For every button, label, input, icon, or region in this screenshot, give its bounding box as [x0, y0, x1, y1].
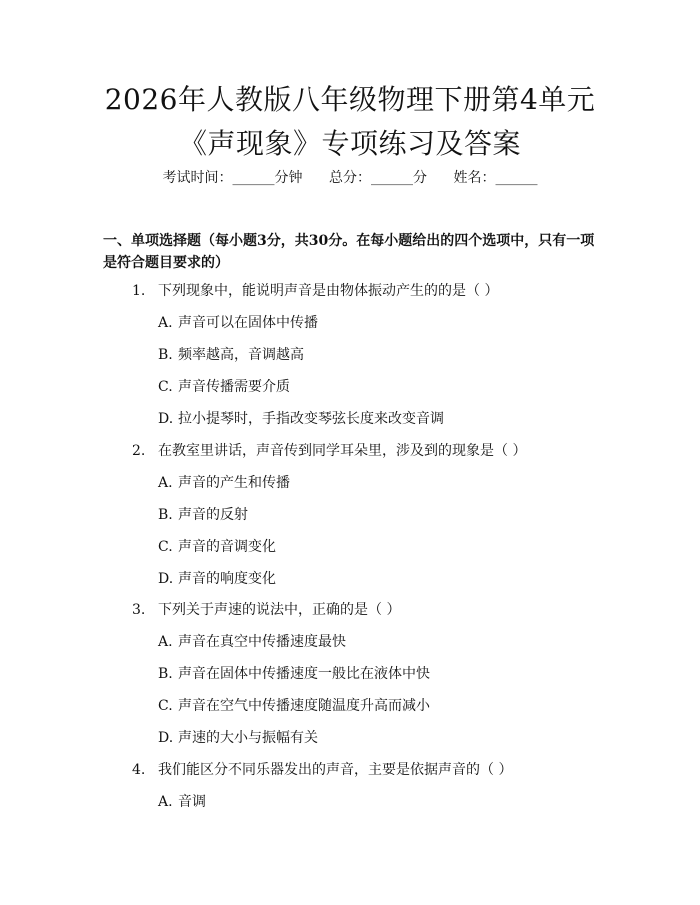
option-letter: C.: [158, 379, 173, 395]
student-name-field: 姓名：______: [453, 170, 538, 186]
option-1d: [158, 409, 444, 429]
option-text: 声音传播需要介质: [178, 379, 290, 395]
question-2: [132, 441, 526, 461]
option-letter: C.: [158, 698, 173, 714]
exam-time-field: 考试时间：______分钟: [162, 170, 303, 186]
section-heading: 一、单项选择题（每小题3分，共30分。在每小题给出的四个选项中，只有一项是符合题目要求的）: [103, 233, 595, 271]
question-text: 下列现象中，能说明声音是由物体振动产生的的是（ ）: [158, 283, 499, 299]
question-3: [132, 600, 400, 620]
option-text: 声音在空气中传播速度随温度升高而减小: [178, 698, 430, 714]
question-number: 2.: [132, 443, 146, 459]
option-text: 声音的产生和传播: [178, 475, 290, 491]
option-2d: [158, 569, 276, 589]
option-letter: A.: [158, 634, 173, 650]
question-text: 下列关于声速的说法中，正确的是（ ）: [158, 602, 401, 618]
option-3b: [158, 664, 430, 684]
question-number: 1.: [132, 283, 146, 299]
option-text: 拉小提琴时，手指改变琴弦长度来改变音调: [178, 411, 444, 427]
option-4a: [158, 792, 206, 812]
option-2a: [158, 473, 290, 493]
option-2c: [158, 537, 276, 557]
option-letter: C.: [158, 539, 173, 555]
option-1b: [158, 345, 304, 365]
option-text: 频率越高，音调越高: [178, 347, 304, 363]
option-text: 声音在固体中传播速度一般比在液体中快: [178, 666, 430, 682]
option-letter: D.: [158, 411, 174, 427]
option-3d: [158, 728, 318, 748]
exam-info: [0, 168, 700, 188]
option-letter: B.: [158, 347, 173, 363]
question-text: 我们能区分不同乐器发出的声音，主要是依据声音的（ ）: [158, 762, 513, 778]
option-text: 声音可以在固体中传播: [178, 315, 318, 331]
option-1a: [158, 313, 318, 333]
option-3a: [158, 632, 346, 652]
total-score-field: 总分：______分: [329, 170, 427, 186]
option-text: 声音的反射: [178, 507, 248, 523]
question-4: [132, 760, 512, 780]
question-text: 在教室里讲话，声音传到同学耳朵里，涉及到的现象是（ ）: [158, 443, 527, 459]
question-number: 4.: [132, 762, 146, 778]
option-letter: D.: [158, 571, 174, 587]
option-1c: [158, 377, 290, 397]
option-letter: A.: [158, 475, 173, 491]
option-text: 声速的大小与振幅有关: [178, 730, 318, 746]
option-letter: B.: [158, 507, 173, 523]
document-title: 2026年人教版八年级物理下册第4单元《声现象》专项练习及答案: [104, 83, 596, 160]
option-3c: [158, 696, 430, 716]
option-letter: B.: [158, 666, 173, 682]
option-letter: D.: [158, 730, 174, 746]
question-1: [132, 281, 498, 301]
option-text: 声音的响度变化: [178, 571, 276, 587]
option-letter: A.: [158, 794, 173, 810]
option-text: 声音在真空中传播速度最快: [178, 634, 346, 650]
option-text: 声音的音调变化: [178, 539, 276, 555]
option-text: 音调: [178, 794, 206, 810]
question-number: 3.: [132, 602, 146, 618]
option-letter: A.: [158, 315, 173, 331]
option-2b: [158, 505, 248, 525]
